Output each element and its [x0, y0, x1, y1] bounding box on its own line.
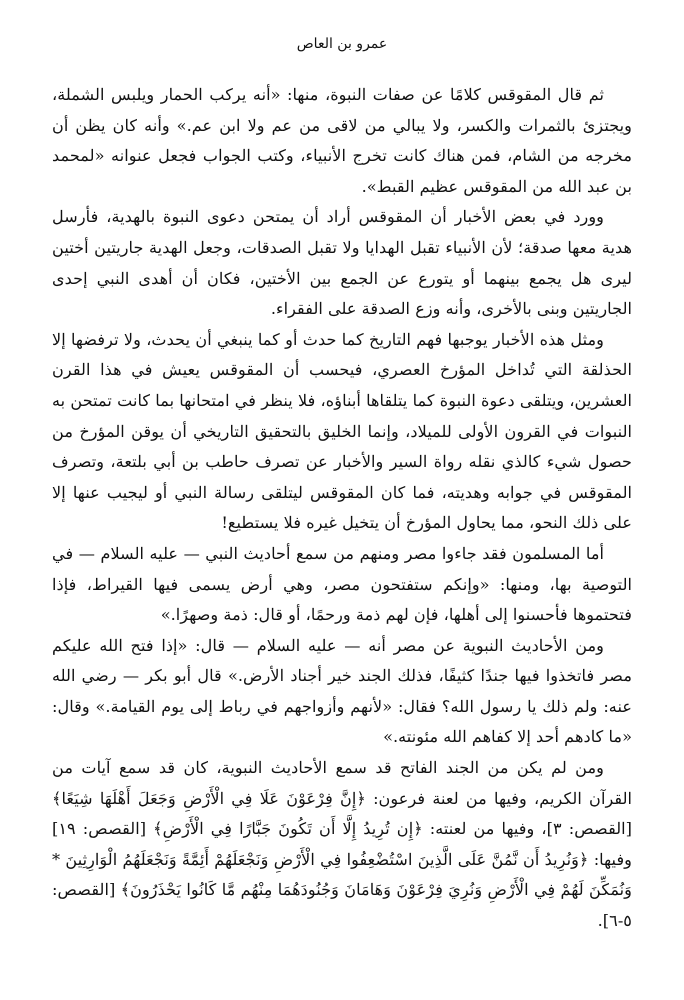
running-title: عمرو بن العاص	[296, 36, 388, 52]
paragraph-4: أما المسلمون فقد جاءوا مصر ومنهم من سمع أحاديث النبي — عليه السلام — في التوصية بها، ومنها: «وإنكم ستفتحون مصر، وهي أرض يسمى فيها القيراط، فإذا فتحتموها فأحسنوا إلى أهلها، فإن لهم ذمة ورحمًا، أو قال: ذمة وصهرًا.»	[52, 543, 632, 625]
paragraph-6: ومن لم يكن من الجند الفاتح قد سمع الأحاديث النبوية، كان قد سمع آيات من القرآن الكريم، وفيها من لعنة فرعون: ﴿إِنَّ فِرْعَوْنَ عَلَا فِي الْأَرْضِ وَجَعَلَ أَهْلَهَا شِيَعًا﴾ [القصص: ٣]، وفيها من لعنته: ﴿إِن تُرِيدُ إِلَّا أَن تَكُونَ جَبَّارًا فِي الْأَرْضِ﴾ [القصص: ١٩] وفيها: ﴿وَنُرِيدُ أَن نَّمُنَّ عَلَى الَّذِينَ اسْتُضْعِفُوا فِي الْأَرْضِ وَنَجْعَلَهُمْ أَئِمَّةً وَنَجْعَلَهُمُ الْوَارِثِينَ * وَنُمَكِّنَ لَهُمْ فِي الْأَرْضِ وَنُرِيَ فِرْعَوْنَ وَهَامَانَ وَجُنُودَهُمَا مِنْهُم مَّا كَانُوا يَحْذَرُونَ﴾ [القصص: ٥-٦].	[52, 758, 632, 931]
paragraph-1: ثم قال المقوقس كلامًا عن صفات النبوة، منها: «أنه يركب الحمار ويلبس الشملة، ويجتزئ بالثمرات والكسر، ولا يبالي من لاقى من عم ولا ابن عم.» وأنه كان يظن أن مخرجه من الشام، فمن هناك كانت تخرج الأنبياء، وكتب الجواب فجعل عنوانه «لمحمد بن عبد الله من المقوقس عظيم القبط».	[52, 85, 632, 196]
paragraph-3: ومثل هذه الأخبار يوجبها فهم التاريخ كما حدث أو كما ينبغي أن يحدث، ولا ترفضها إلا الحذلقة التي تُداخل المؤرخ العصري، فيحسب أن المقوقس يعيش في هذا القرن العشرين، ويتلقى دعوة النبوة كما يتلقاها أبناؤه، فلا ينظر في امتحانها بما كانت تمتحن به النبوات في القرون الأولى للميلاد، وإنما الخليق بالتحقيق التاريخي أن يوقن المؤرخ من حصول شيء كالذي نقله رواة السير والأخبار عن تصرف حاطب بن أبي بلتعة، وتصرف المقوقس في جوابه وهديته، فما كان المقوقس ليتلقى رسالة النبي أو ليجيب عنها إلا على ذلك النحو، مما يحاول المؤرخ أن يتخيل غيره فلا يستطيع!	[52, 329, 632, 533]
paragraph-5: ومن الأحاديث النبوية عن مصر أنه — عليه السلام — قال: «إذا فتح الله عليكم مصر فاتخذوا فيها جندًا كثيفًا، فذلك الجند خير أجناد الأرض.» قال أبو بكر — رضي الله عنه: ولم ذلك يا رسول الله؟ فقال: «لأنهم وأزواجهم في رباط إلى يوم القيامة.» وقال: «ما كادهم أحد إلا كفاهم الله مئونته.»	[52, 635, 632, 747]
body-text	[52, 80, 632, 937]
paragraph-2: وورد في بعض الأخبار أن المقوقس أراد أن يمتحن دعوى النبوة بالهدية، فأرسل هدية معها صدقة؛ لأن الأنبياء تقبل الهدايا ولا تقبل الصدقات، وجعل الهدية جاريتين أختين ليرى هل يجمع بينهما أو يتورع عن الجمع بين الأختين، فكان أن أهدى النبي إحدى الجاريتين وبنى بالأخرى، وأنه وزع الصدقة على الفقراء.	[52, 207, 632, 319]
